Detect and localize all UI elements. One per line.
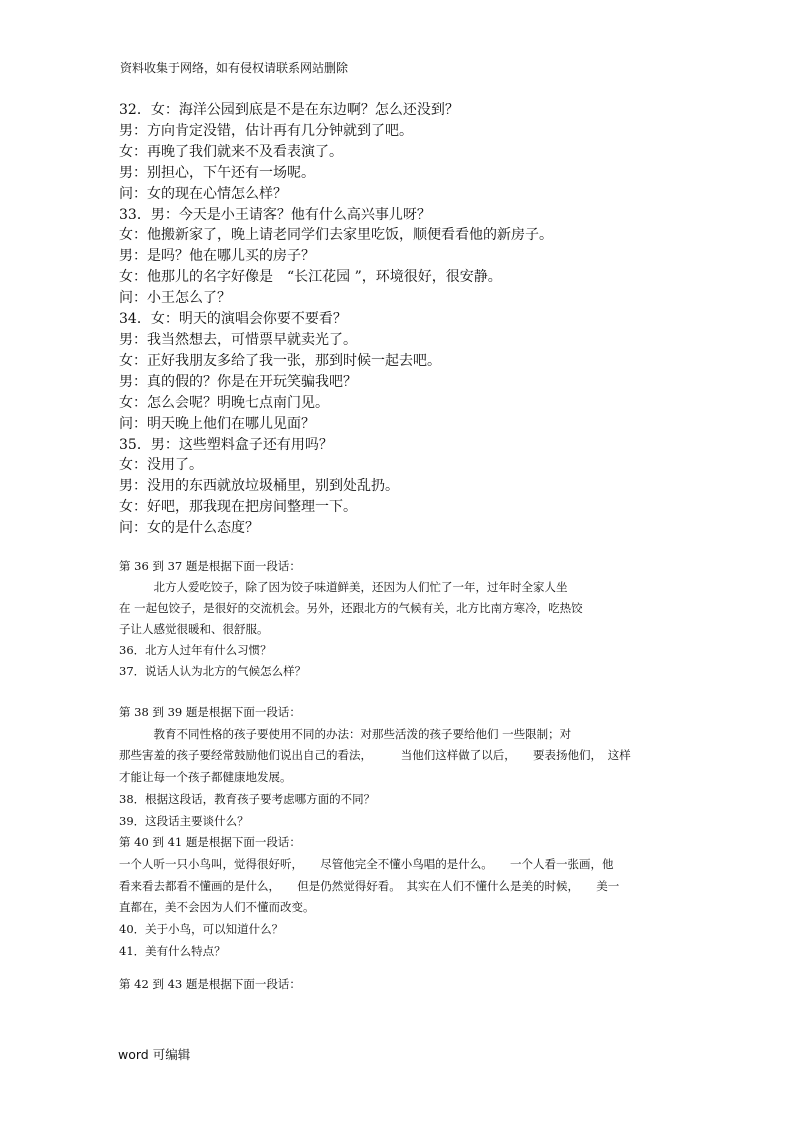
passage-text: 教育不同性格的孩子要使用不同的办法：对那些活泼的孩子要给他们 一些限制；对 bbox=[119, 726, 572, 741]
question-line: 41．美有什么特点？ bbox=[119, 943, 226, 958]
passage-heading: 第 42 到 43 题是根据下面一段话： bbox=[119, 977, 301, 991]
dialogue-line: 女：没用了。 bbox=[119, 457, 203, 474]
dialogue-block bbox=[119, 100, 699, 539]
passage-text: 一个人听一只小鸟叫，觉得很好听， 尽管他完全不懂小鸟唱的是什么。 一个人看一张画，他 bbox=[119, 856, 614, 871]
dialogue-line: 男：我当然想去，可惜票早就卖光了。 bbox=[119, 331, 357, 348]
question-line: 40．关于小鸟，可以知道什么？ bbox=[119, 922, 284, 937]
dialogue-line: 男：没用的东西就放垃圾桶里，别到处乱扔。 bbox=[119, 478, 399, 495]
passage-42-43 bbox=[119, 974, 679, 994]
passage-text: 子让人感觉很暖和、很舒服。 bbox=[119, 622, 269, 636]
passage-text: 那些害羞的孩子要经常鼓励他们说出自己的看法， 当他们这样做了以后， 要表扬他们， 这样 bbox=[119, 748, 631, 763]
passage-text: 看来看去都看不懂画的是什么， 但是仍然觉得好看。 其实在人们不懂什么是美的时候， 美一 bbox=[119, 878, 620, 893]
question-line: 38．根据这段话，教育孩子要考虑哪方面的不同？ bbox=[119, 791, 376, 806]
question-line: 39．这段话主要谈什么？ bbox=[119, 813, 249, 828]
passage-38-41 bbox=[119, 702, 679, 962]
question-line: 36．北方人过年有什么习惯？ bbox=[119, 643, 272, 657]
passage-text: 直都在，美不会因为人们不懂而改变。 bbox=[119, 900, 315, 915]
dialogue-line: 男：方向肯定没错，估计再有几分钟就到了吧。 bbox=[119, 122, 413, 139]
passage-36-37 bbox=[119, 556, 679, 682]
dialogue-line: 34．女：明天的演唱会你要不要看？ bbox=[119, 311, 347, 328]
passage-text: 在 一起包饺子，是很好的交流机会。另外，还跟北方的气候有关，北方比南方寒冷，吃热饺 bbox=[119, 601, 583, 615]
dialogue-line: 女：怎么会呢？明晚七点南门见。 bbox=[119, 394, 329, 411]
page-header: 资料收集于网络，如有侵权请联系网站删除 bbox=[120, 61, 349, 75]
dialogue-line: 问：小王怎么了？ bbox=[119, 290, 231, 307]
passage-heading: 第 36 到 37 题是根据下面一段话： bbox=[119, 559, 301, 573]
passage-heading: 第 40 到 41 题是根据下面一段话： bbox=[119, 835, 301, 850]
dialogue-line: 女：再晚了我们就来不及看表演了。 bbox=[119, 143, 343, 160]
passage-heading: 第 38 到 39 题是根据下面一段话： bbox=[119, 705, 301, 719]
page-footer: word 可编辑 bbox=[118, 1047, 191, 1062]
dialogue-line: 男：是吗？他在哪儿买的房子？ bbox=[119, 248, 315, 265]
dialogue-line: 32．女：海洋公园到底是不是在东边啊？怎么还没到？ bbox=[119, 102, 459, 118]
dialogue-line: 问：女的是什么态度？ bbox=[119, 520, 259, 537]
dialogue-line: 女：正好我朋友多给了我一张，那到时候一起去吧。 bbox=[119, 352, 441, 369]
dialogue-line: 35．男：这些塑料盒子还有用吗？ bbox=[119, 436, 333, 453]
dialogue-line: 男：别担心，下午还有一场呢。 bbox=[119, 164, 315, 181]
dialogue-line: 女：他那儿的名字好像是 “长江花园 ”，环境很好，很安静。 bbox=[119, 269, 502, 286]
dialogue-line: 女：好吧，那我现在把房间整理一下。 bbox=[119, 499, 357, 516]
dialogue-line: 33．男：今天是小王请客？他有什么高兴事儿呀？ bbox=[119, 206, 431, 223]
passage-text: 才能让每一个孩子都健康地发展。 bbox=[119, 770, 292, 785]
question-line: 37．说话人认为北方的气候怎么样？ bbox=[119, 664, 307, 678]
dialogue-line: 问：女的现在心情怎么样？ bbox=[119, 185, 287, 202]
passage-text: 北方人爱吃饺子，除了因为饺子味道鲜美，还因为人们忙了一年，过年时全家人坐 bbox=[119, 580, 568, 594]
dialogue-line: 女：他搬新家了，晚上请老同学们去家里吃饭，顺便看看他的新房子。 bbox=[119, 227, 553, 244]
dialogue-line: 男：真的假的？你是在开玩笑骗我吧？ bbox=[119, 373, 357, 390]
dialogue-line: 问：明天晚上他们在哪儿见面？ bbox=[119, 415, 315, 432]
